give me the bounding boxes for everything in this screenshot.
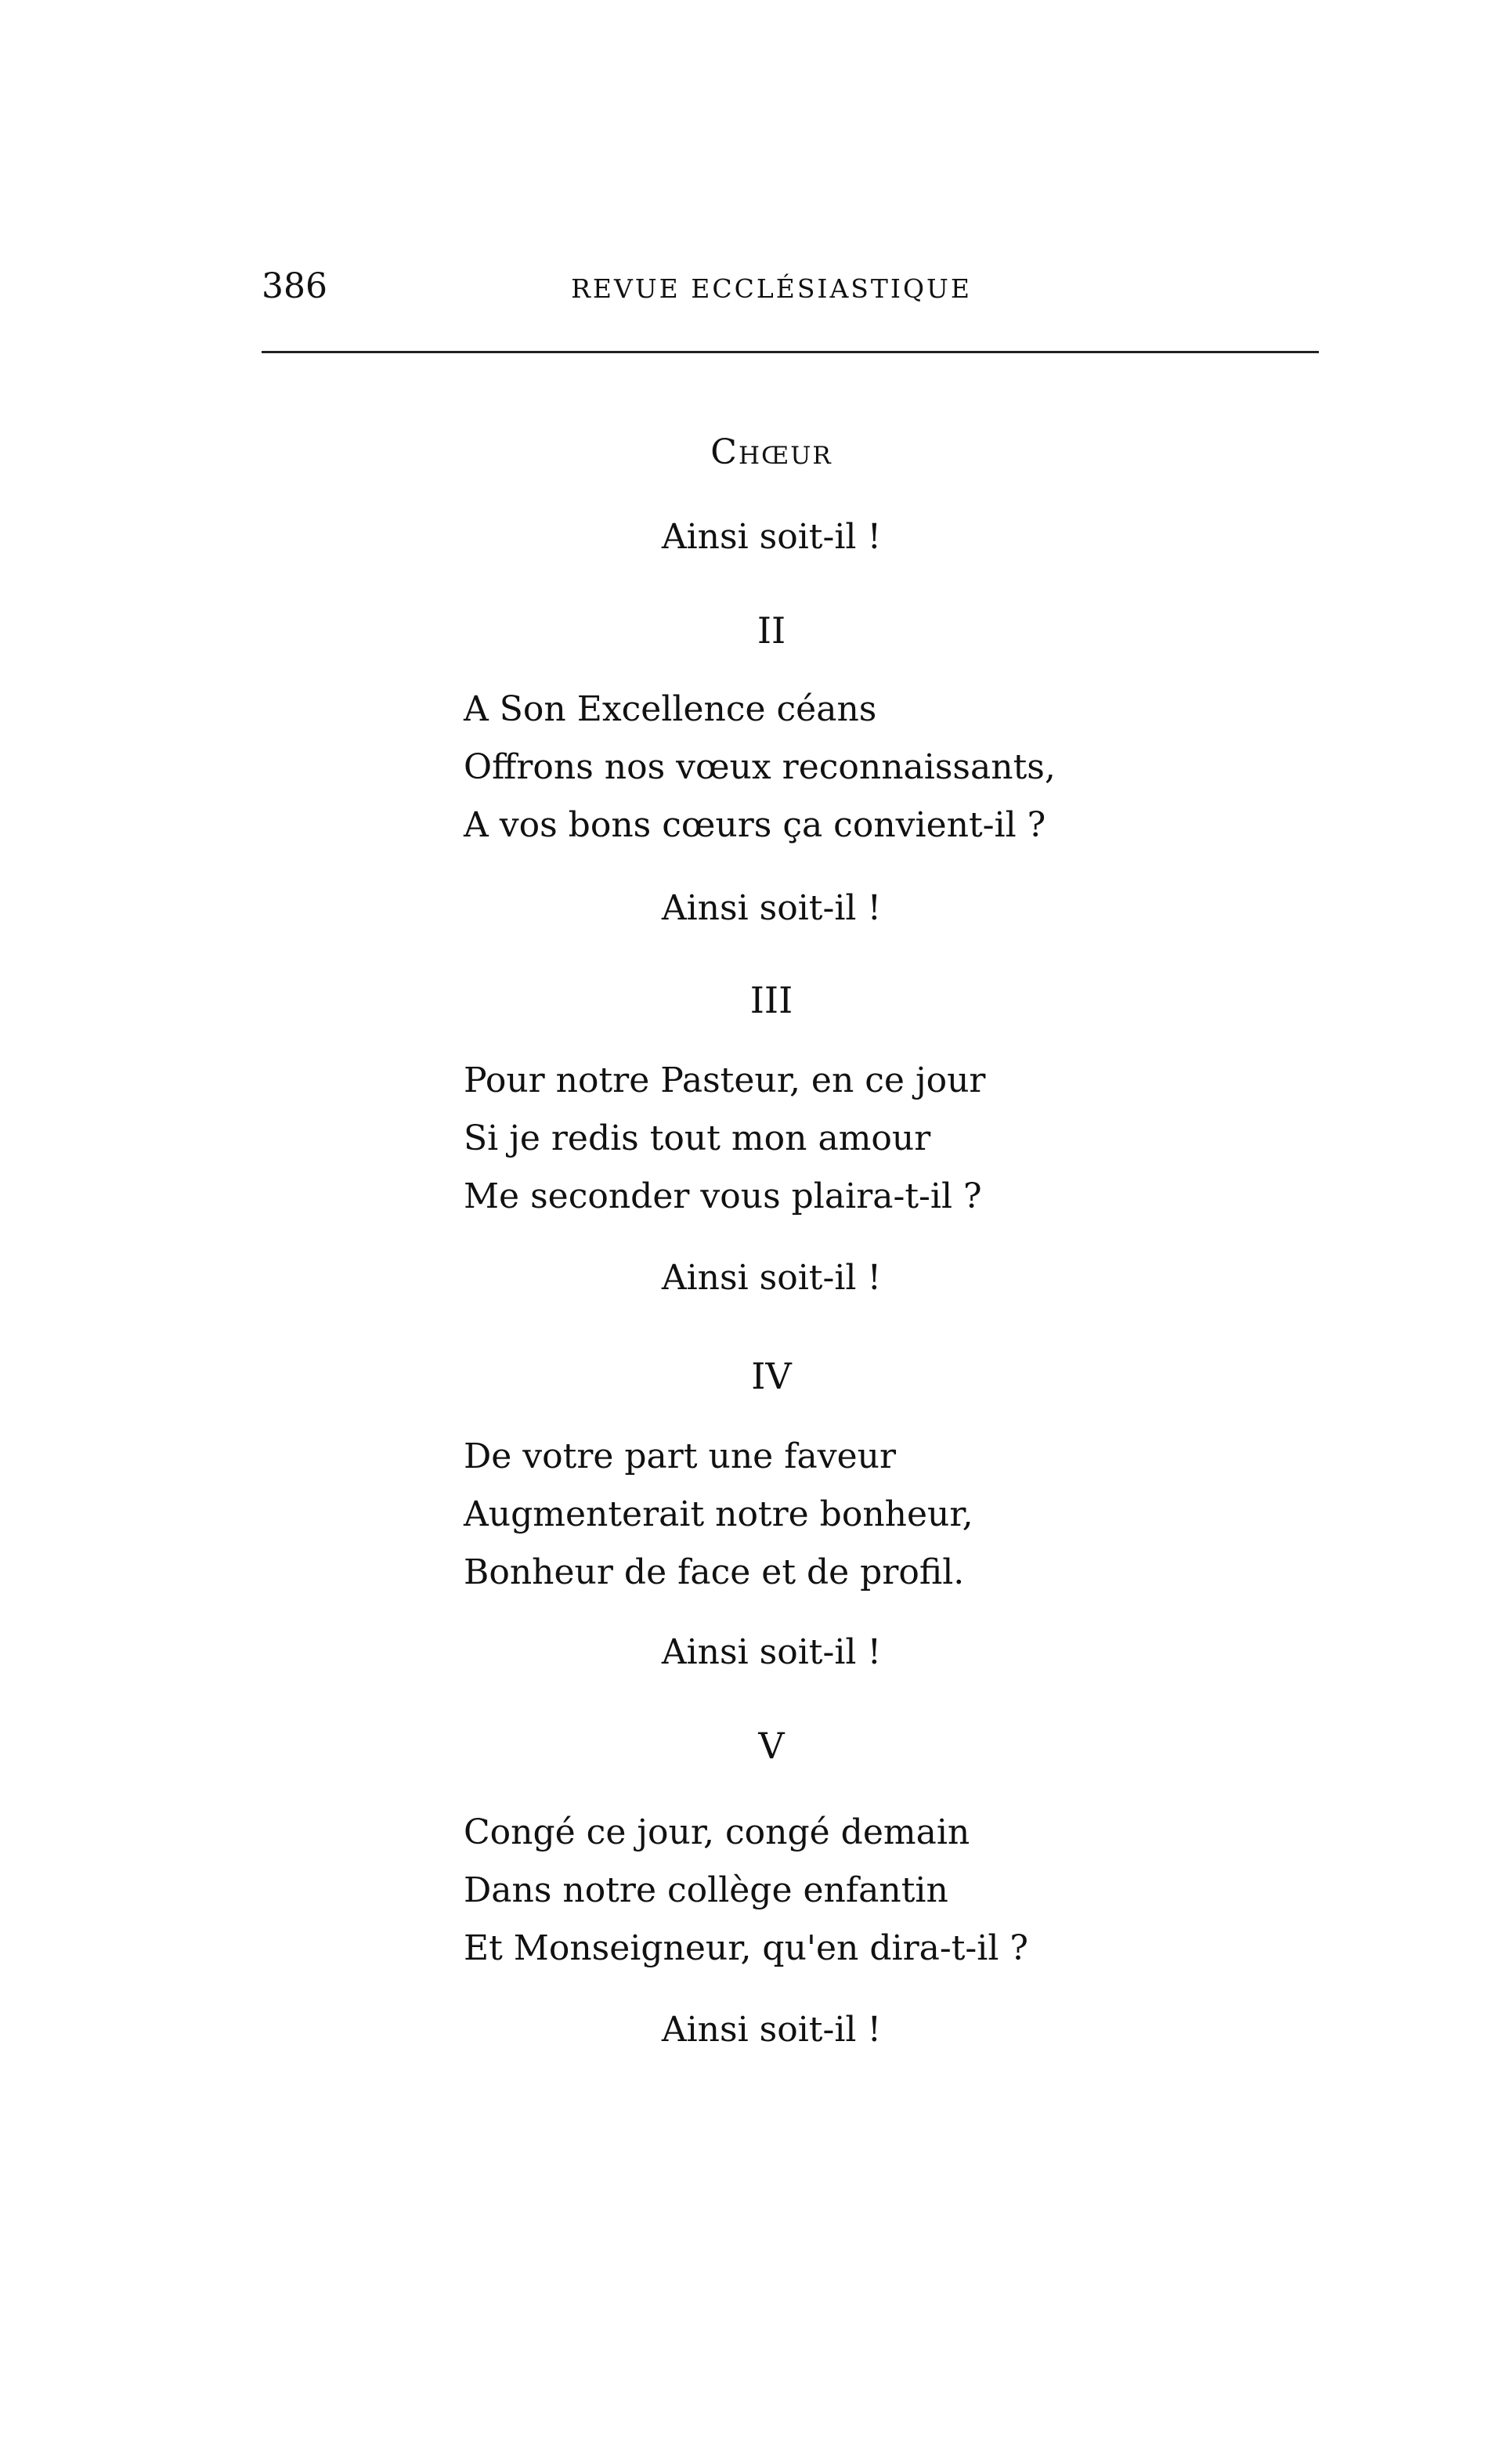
stanza-refrain: Ainsi soit-il ! <box>661 1632 882 1672</box>
verse-line: Pour notre Pasteur, en ce jour <box>464 1060 986 1100</box>
verse-line: A Son Excellence céans <box>464 689 877 729</box>
verse-line: Augmenterait notre bonheur, <box>464 1494 973 1534</box>
verse-line: Si je redis tout mon amour <box>464 1118 931 1158</box>
verse-line: Dans notre collège enfantin <box>464 1870 948 1910</box>
stanza-numeral-iii: III <box>749 979 793 1021</box>
verse-line: Bonheur de face et de profil. <box>464 1552 965 1592</box>
verse-line: Et Monseigneur, qu'en dira-t-il ? <box>464 1928 1029 1968</box>
stanza-numeral-ii: II <box>757 609 786 652</box>
stanza-refrain: Ainsi soit-il ! <box>661 1258 882 1298</box>
header-rule <box>262 351 1319 353</box>
verse-line: Congé ce jour, congé demain <box>464 1812 970 1852</box>
running-title: REVUE ECCLÉSIASTIQUE <box>571 273 972 304</box>
chorus-refrain: Ainsi soit-il ! <box>661 517 882 557</box>
chorus-label: Chœur <box>710 432 832 472</box>
stanza-numeral-v: V <box>758 1725 785 1767</box>
page-number: 386 <box>262 266 327 306</box>
verse-line: De votre part une faveur <box>464 1436 896 1476</box>
verse-line: Me seconder vous plaira-t-il ? <box>464 1176 982 1216</box>
verse-line: A vos bons cœurs ça convient-il ? <box>464 805 1046 845</box>
verse-line: Offrons nos vœux reconnaissants, <box>464 747 1056 787</box>
stanza-refrain: Ainsi soit-il ! <box>661 888 882 928</box>
stanza-numeral-iv: IV <box>751 1355 792 1397</box>
stanza-refrain: Ainsi soit-il ! <box>661 2010 882 2050</box>
